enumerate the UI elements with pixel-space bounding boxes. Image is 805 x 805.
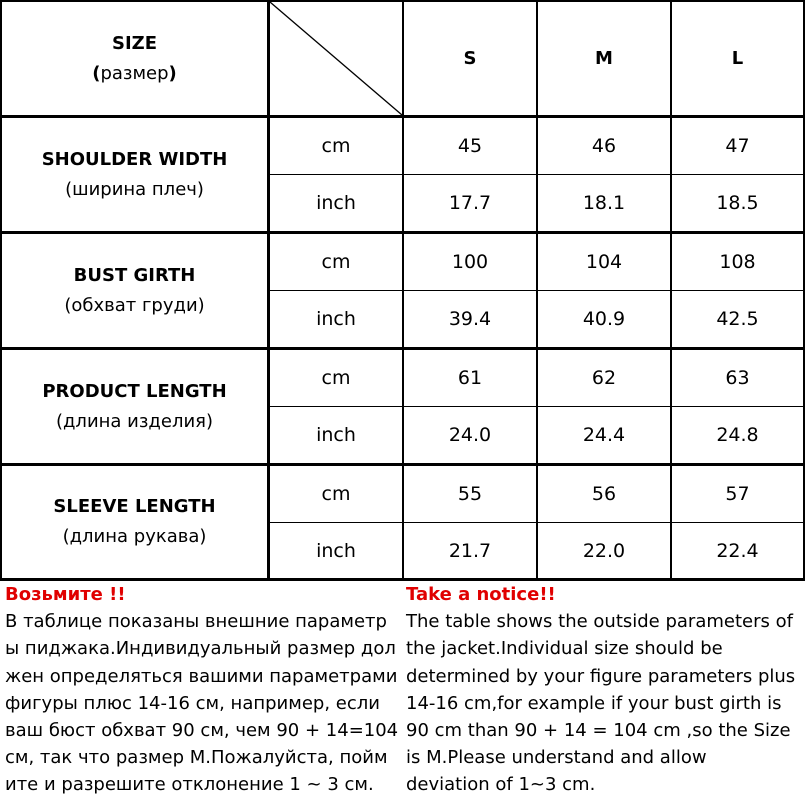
value-cell: 42.5 [716,308,759,330]
row-label-ru: (длина изделия) [55,410,214,432]
row-label-shoulder-width [2,118,267,231]
unit-cell: inch [316,539,356,562]
value-cell: 56 [591,483,617,505]
notice-line: 90 cm than 90 + 14 = 104 cm ,so the Size [406,720,791,742]
value-cell: 24.0 [448,424,492,446]
notice-line: жен определяться вашими параметрами [5,665,398,687]
value-cell: 17.7 [448,192,492,214]
notice-line: ы пиджака.Индивидуальный размер дол [5,638,396,660]
row-label-ru: (обхват груди) [64,294,205,316]
row-label-sleeve-length [2,466,267,578]
notice-russian [5,581,400,799]
value-cell: 47 [725,135,750,157]
row-label-ru: (ширина плеч) [65,178,204,200]
value-cell: 24.8 [716,424,759,446]
row-label-en: PRODUCT LENGTH [42,380,227,402]
unit-cell: cm [321,367,351,389]
unit-cell: inch [316,192,356,214]
value-cell: 39.4 [448,308,492,330]
notice-line: ите и разрешите отклонение 1 ~ 3 см. [5,774,374,796]
value-cell: 22.0 [582,539,626,562]
value-cell: 46 [591,135,617,157]
row-label-en: SHOULDER WIDTH [41,148,228,170]
size-header-s: S [463,48,477,69]
row-label-en: BUST GIRTH [73,264,196,286]
notice-title-en: Take a notice!! [406,584,556,605]
value-cell: 18.1 [582,192,626,214]
size-corner-label [2,2,267,115]
unit-cell: cm [321,135,351,157]
row-label-product-length [2,350,267,463]
row-label-en: SLEEVE LENGTH [53,496,216,517]
row-label-ru: (длина рукава) [62,526,207,547]
diagonal-corner-line [270,2,402,115]
value-cell: 57 [725,483,750,505]
notice-line: см, так что размер M.Пожалуйста, пойм [5,747,388,769]
value-cell: 22.4 [716,539,759,562]
value-cell: 40.9 [582,308,626,330]
notice-title-ru: Возьмите !! [5,584,126,605]
notice-line: В таблице показаны внешние параметр [5,611,387,633]
value-cell: 63 [725,367,750,389]
value-cell: 62 [591,367,617,389]
unit-cell: cm [321,251,351,273]
notice-english [406,581,805,799]
unit-cell: cm [321,483,351,505]
value-cell: 108 [719,251,756,273]
unit-cell: inch [316,424,356,446]
value-cell: 104 [585,251,623,273]
value-cell: 55 [457,483,483,505]
unit-cell: inch [316,308,356,330]
value-cell: 100 [451,251,489,273]
size-header-l: L [731,48,744,69]
notice-section [0,581,805,805]
row-label-bust-girth [2,234,267,347]
notice-line: фигуры плюс 14-16 см, например, если [5,692,380,714]
value-cell: 18.5 [716,192,759,214]
value-cell: 61 [457,367,483,389]
notice-line: deviation of 1~3 cm. [406,774,596,796]
value-cell: 45 [457,135,483,157]
value-cell: 21.7 [448,539,492,562]
size-header-m: M [595,48,613,69]
notice-line: ваш бюст обхват 90 см, чем 90 + 14=104 [5,720,399,742]
notice-line: is M.Please understand and allow [406,747,707,769]
notice-line: the jacket.Individual size should be [406,638,723,660]
notice-line: 14-16 cm,for example if your bust girth is [406,692,782,714]
notice-line: determined by your figure parameters plus [406,665,796,687]
value-cell: 24.4 [582,424,626,446]
size-title: SIZE [111,32,157,54]
notice-line: The table shows the outside parameters of [406,611,793,633]
size-subtitle: (размер) [92,62,177,84]
